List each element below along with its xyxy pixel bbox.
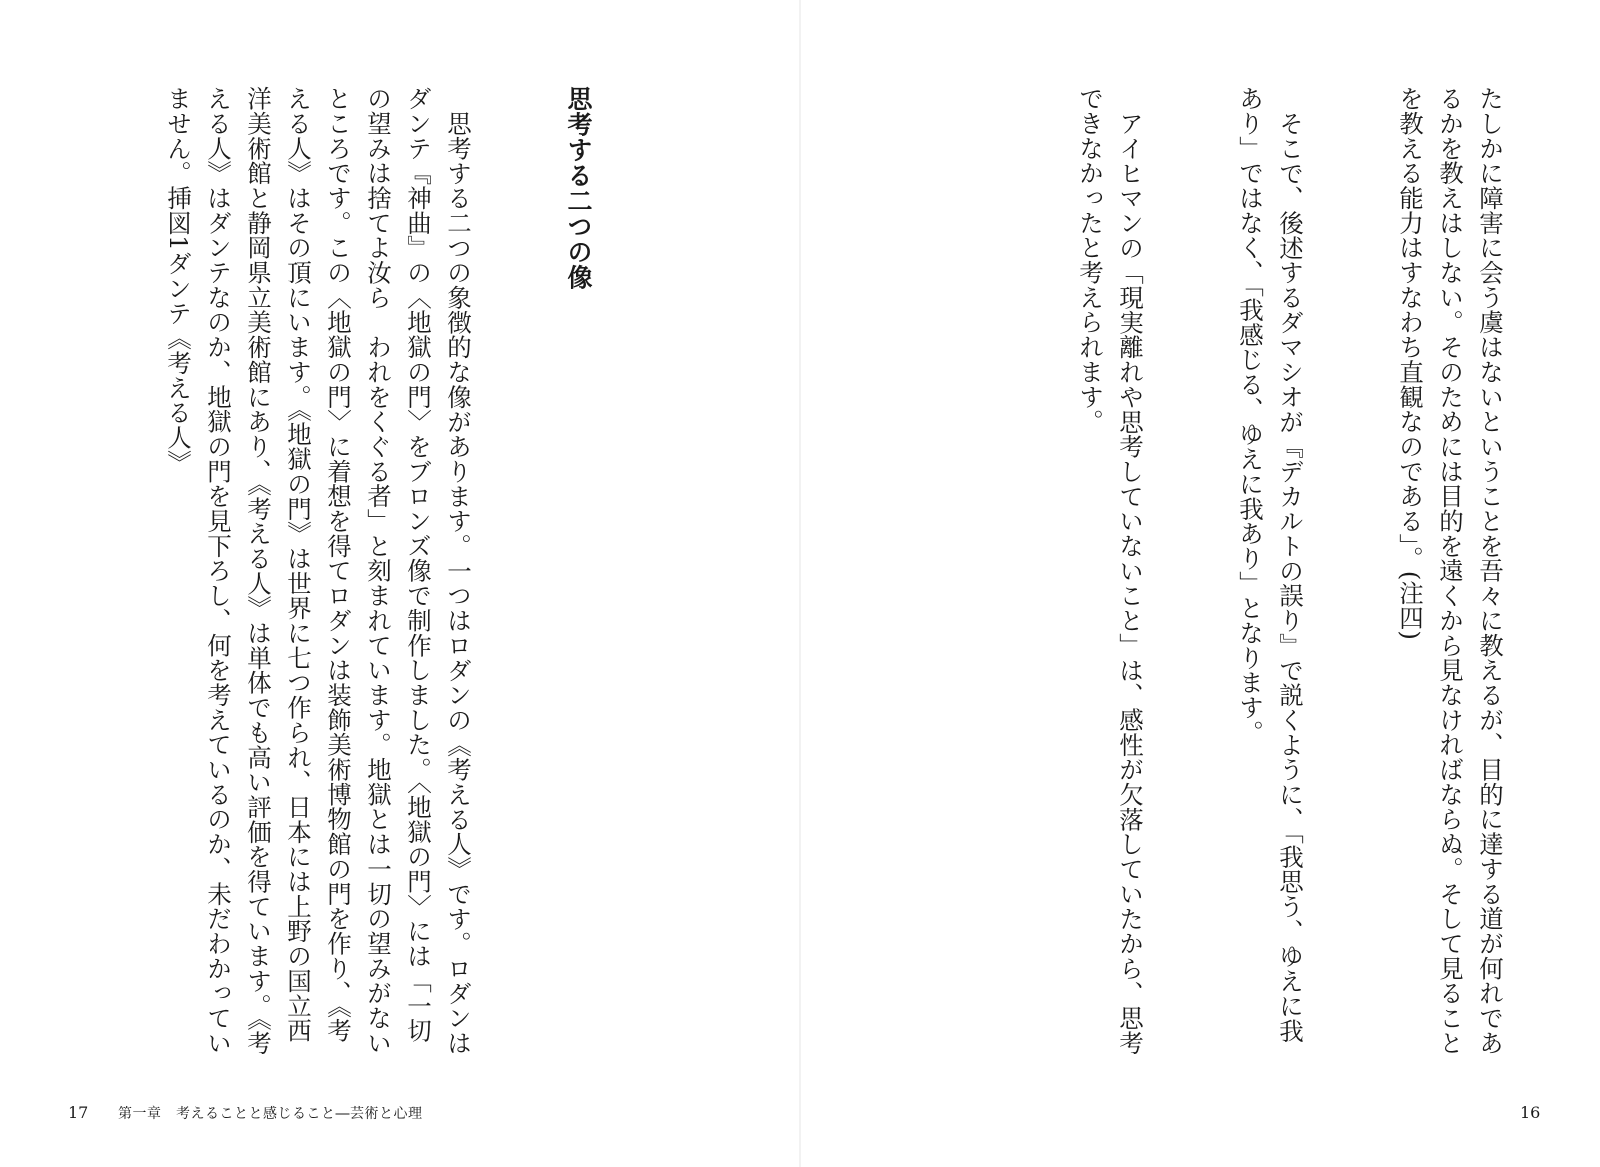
section-heading: 思考する二つの像 <box>564 86 593 290</box>
paragraph: アイヒマンの「現実離れや思考していないこと」は、感性が欠落していたから、思考できなかったと考えられます。 <box>1076 86 1145 1055</box>
page-number: 17 <box>68 1103 89 1122</box>
page-16-body <box>990 86 1590 1056</box>
paragraph: たしかに障害に会う虞はないということを吾々に教えるが、目的に達する道が何れであるかを教えはしない。そのためには目的を遠くから見なければならぬ。そして見ることを教える能力はすなわち直観なのである」。(注四) <box>1396 86 1505 1056</box>
page-16 <box>800 0 1600 1167</box>
page-number: 16 <box>1520 1103 1541 1122</box>
page-17-body <box>118 86 678 1056</box>
running-head: 第一章 考えることと感じること―芸術と心理 <box>118 1106 423 1122</box>
paragraph: そこで、後述するダマシオが『デカルトの誤り』で説くように、「我思う、ゆえに我あり」ではなく、「我感じる、ゆえに我あり」となります。 <box>1236 86 1305 1043</box>
paragraph: 思考する二つの象徴的な像があります。一つはロダンの《考える人》です。ロダンはダンテ『神曲』の〈地獄の門〉をブロンズ像で制作しました。〈地獄の門〉には「一切の望みは捨てよ汝ら われをくぐる者」と刻まれています。地獄とは一切の望みがないところです。この〈地獄の門〉に着想を得てロダンは装飾美術博物館の門を作り、《考える人》はその頂にいます。《地獄の門》は世界に七つ作られ、日本には上野の国立西洋美術館と静岡県立美術館にあり、《考える人》は単体でも高い評価を得ています。《考える人》はダンテなのか、地獄の門を見下ろし、何を考えているのか、未だわかっていません。挿図1ダンテ《考える人》 <box>164 86 473 1056</box>
